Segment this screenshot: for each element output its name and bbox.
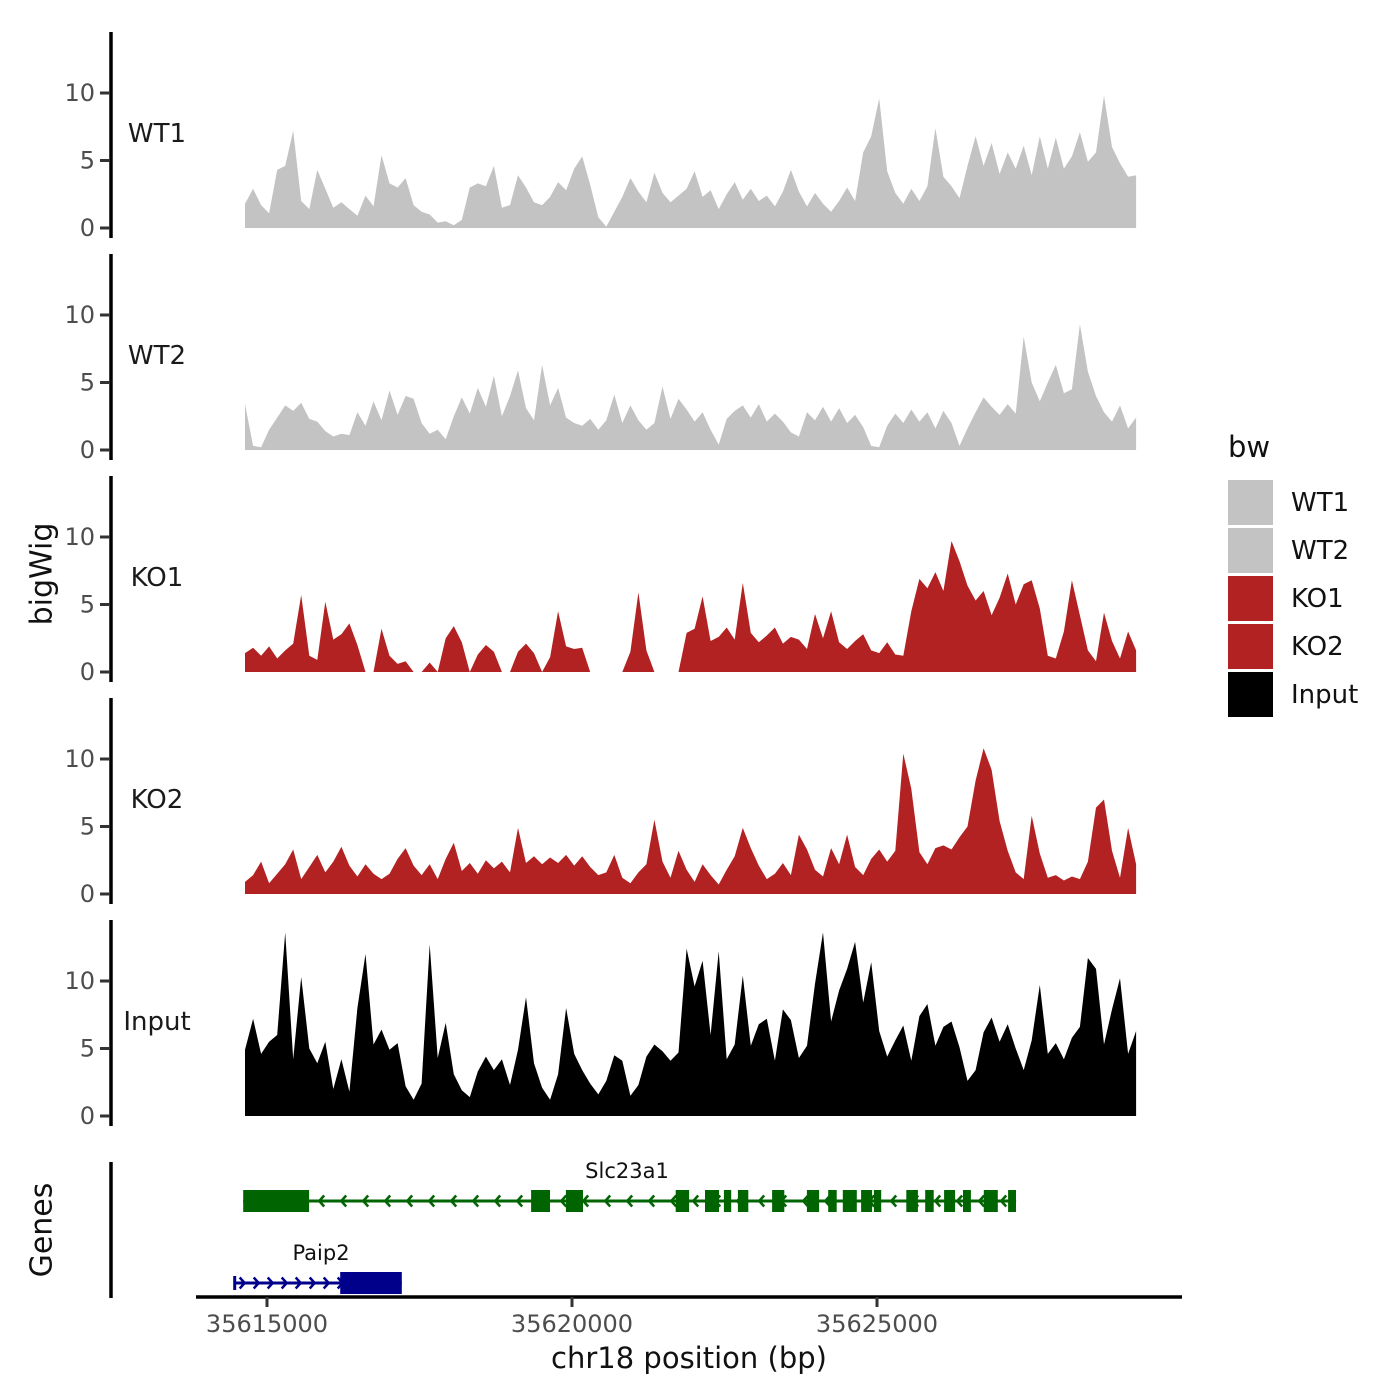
y-tick-label: 10 — [64, 79, 95, 107]
legend-swatch-icon — [1228, 528, 1273, 573]
coverage-area-WT2 — [245, 324, 1136, 450]
exon-Slc23a1 — [705, 1190, 719, 1212]
y-tick-label: 10 — [64, 745, 95, 773]
coverage-area-KO1 — [245, 541, 1136, 672]
exon-Slc23a1 — [963, 1190, 971, 1212]
coverage-tracks — [64, 32, 1136, 1130]
y-tick-label: 0 — [79, 880, 95, 908]
x-axis — [196, 1297, 1182, 1338]
legend-label: WT1 — [1291, 487, 1350, 518]
gene-label-slc23a1: Slc23a1 — [585, 1159, 669, 1183]
y-axis-title: bigWig — [24, 522, 60, 626]
exon-Slc23a1 — [772, 1190, 784, 1212]
y-tick-label: 10 — [64, 301, 95, 329]
exon-Slc23a1 — [738, 1190, 748, 1212]
track-label-input: Input — [123, 1007, 191, 1037]
coverage-area-KO2 — [245, 748, 1136, 894]
coverage-area-WT1 — [245, 96, 1136, 228]
exon-Slc23a1 — [807, 1190, 819, 1212]
gene-label-paip2: Paip2 — [292, 1241, 350, 1265]
exon-Slc23a1 — [1008, 1190, 1016, 1212]
track-label-ko1: KO1 — [130, 563, 184, 593]
legend-entry-input — [1228, 672, 1358, 717]
y-tick-label: 0 — [79, 658, 95, 686]
exon-Slc23a1 — [925, 1190, 934, 1212]
y-tick-label: 0 — [79, 436, 95, 464]
legend-entry-wt1 — [1228, 480, 1358, 525]
coverage-area-Input — [245, 932, 1136, 1116]
genes-axis-title: Genes — [24, 1182, 60, 1278]
y-tick-label: 5 — [79, 1034, 95, 1063]
exon-Slc23a1 — [828, 1190, 837, 1212]
exon-Slc23a1 — [861, 1190, 872, 1212]
y-tick-label: 5 — [79, 590, 95, 619]
y-tick-label: 5 — [79, 812, 95, 841]
legend-swatch-icon — [1228, 624, 1273, 669]
legend-label: WT2 — [1291, 535, 1350, 566]
exon-Slc23a1 — [724, 1190, 731, 1212]
exon-Paip2 — [340, 1272, 402, 1294]
x-tick-label: 35625000 — [815, 1310, 939, 1338]
exon-Slc23a1 — [906, 1190, 918, 1212]
exon-Slc23a1 — [531, 1190, 550, 1212]
y-tick-label: 5 — [79, 146, 95, 175]
y-tick-label: 10 — [64, 967, 95, 995]
legend-entries — [1228, 480, 1358, 717]
legend-entry-ko2 — [1228, 624, 1358, 669]
legend-title: bw — [1228, 430, 1271, 464]
exon-Slc23a1 — [984, 1190, 998, 1212]
legend-label: KO2 — [1291, 631, 1344, 662]
y-tick-label: 0 — [79, 1102, 95, 1130]
genes-track — [111, 1162, 1016, 1298]
y-tick-label: 5 — [79, 368, 95, 397]
legend-swatch-icon — [1228, 480, 1273, 525]
exon-Slc23a1 — [566, 1190, 583, 1212]
exon-Slc23a1 — [243, 1190, 309, 1212]
x-tick-label: 35615000 — [205, 1310, 329, 1338]
track-label-ko2: KO2 — [130, 785, 184, 815]
legend — [1228, 430, 1358, 720]
x-axis-title: chr18 position (bp) — [551, 1341, 827, 1375]
exon-Slc23a1 — [874, 1190, 881, 1212]
exon-Slc23a1 — [944, 1190, 955, 1212]
legend-label: KO1 — [1291, 583, 1344, 614]
legend-entry-ko1 — [1228, 576, 1358, 621]
legend-label: Input — [1291, 679, 1359, 710]
legend-swatch-icon — [1228, 576, 1273, 621]
track-label-wt2: WT2 — [127, 341, 187, 371]
legend-swatch-icon — [1228, 672, 1273, 717]
x-tick-label: 35620000 — [510, 1310, 634, 1338]
track-label-wt1: WT1 — [127, 119, 187, 149]
y-tick-label: 10 — [64, 523, 95, 551]
exon-Slc23a1 — [843, 1190, 857, 1212]
exon-Slc23a1 — [676, 1190, 689, 1212]
legend-entry-wt2 — [1228, 528, 1358, 573]
y-tick-label: 0 — [79, 214, 95, 242]
